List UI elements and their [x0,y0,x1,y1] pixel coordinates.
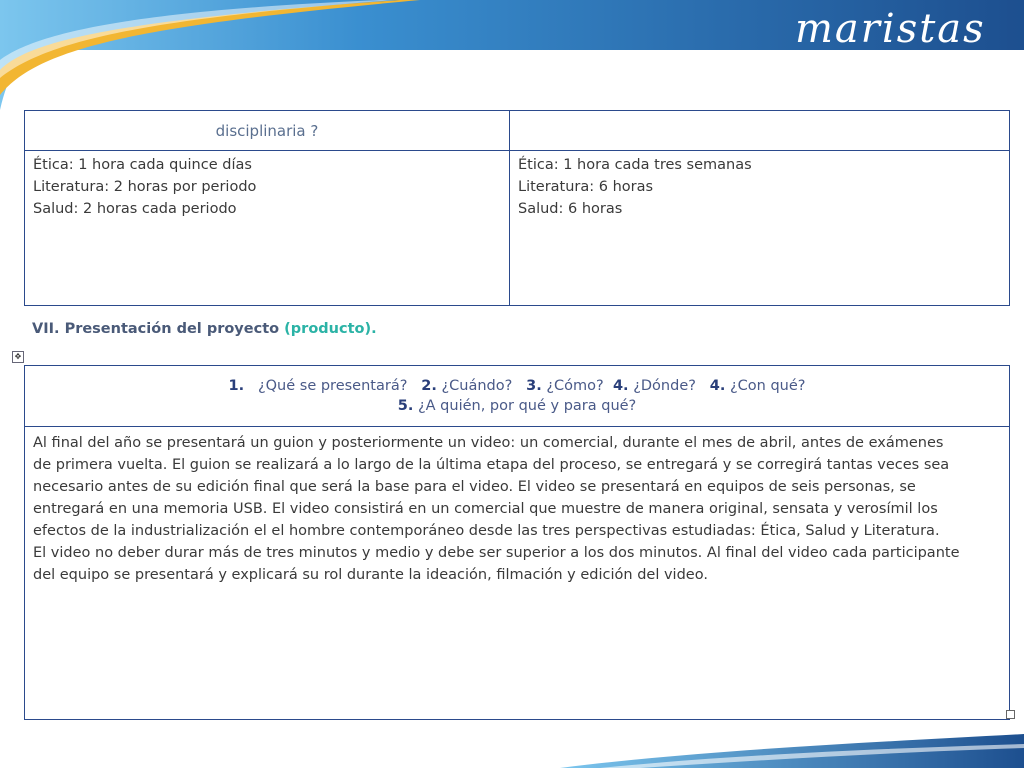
schedule-line: Ética: 1 hora cada tres semanas [518,157,752,173]
schedule-left-cell [25,151,510,306]
questions-cell [25,366,1010,427]
question-number: 2. [421,378,437,394]
paragraph-line: Al final del año se presentará un guion y posteriormente un video: un comercial, durante el mes de abril, antes de exámenes [33,435,944,451]
question-text: ¿Dónde? [633,378,696,394]
footer-swoosh [0,720,1024,768]
question-number: 5. [397,398,414,414]
section-heading-highlight: (producto). [284,321,377,337]
schedule-line: Salud: 2 horas cada periodo [33,201,237,217]
paragraph-line: efectos de la industrialización el el hombre contemporáneo desde las tres perspectivas estudiadas: Ética, Salud y Literatura. [33,523,940,539]
presentation-description[interactable] [25,427,1010,720]
presentation-table [24,365,1010,720]
table-resize-handle[interactable] [1006,710,1015,719]
question-text: ¿Qué se presentará? [257,378,408,394]
paragraph-line: del equipo se presentará y explicará su rol durante la ideación, filmación y edición del video. [33,567,708,583]
question-number: 4. [709,378,726,394]
question-number: 4. [612,378,629,394]
paragraph-line: de primera vuelta. El guion se realizará a lo largo de la última etapa del proceso, se entregará y se corregirá tantas veces sea [33,457,950,473]
question-text: ¿A quién, por qué y para qué? [417,398,637,414]
section-heading [32,321,377,337]
table-move-handle-icon[interactable]: ✥ [12,351,24,363]
paragraph-line: El video no deber durar más de tres minutos y medio y debe ser superior a los dos minutos. Al final del video cada participante [33,545,960,561]
schedule-right-cell [510,151,1010,306]
schedule-line: Literatura: 2 horas por periodo [33,179,257,195]
paragraph-line: necesario antes de su edición final que será la base para el video. El video se presentará en equipos de seis personas, se [33,479,916,495]
question-text: ¿Cómo? [546,378,604,394]
schedule-table [24,110,1010,306]
schedule-line: Salud: 6 horas [518,201,623,217]
maristas-logo: maristas [795,6,986,52]
section-heading-main: VII. Presentación del proyecto [32,321,280,337]
schedule-line: Ética: 1 hora cada quince días [33,157,252,173]
question-number: 3. [526,378,542,394]
paragraph-line: entregará en una memoria USB. El video consistirá en un comercial que muestre de manera original, sensata y verosímil los [33,501,938,517]
header-cell-left: disciplinaria ? [25,111,510,151]
header-cell-right [510,111,1010,151]
question-text: ¿Cuándo? [441,378,513,394]
schedule-line: Literatura: 6 horas [518,179,654,195]
question-text: ¿Con qué? [729,378,806,394]
question-number: 1. [228,378,245,394]
